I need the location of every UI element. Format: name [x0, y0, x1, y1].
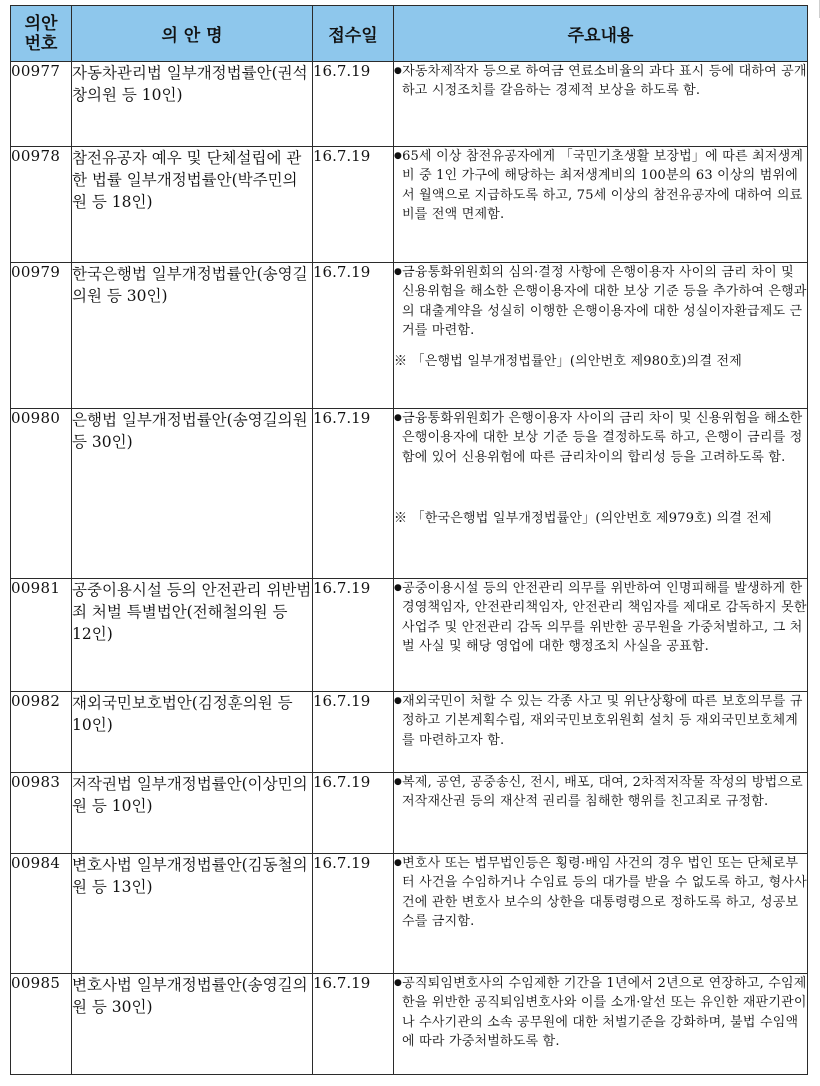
bill-name: 공중이용시설 등의 안전관리 위반범죄 처벌 특별법안(전해철의원 등 12인): [72, 579, 313, 692]
bill-summary: [394, 974, 808, 1075]
header-bill-number-line2: 번호: [24, 33, 58, 54]
header-content: 주요내용: [394, 6, 808, 62]
summary-text: 공중이용시설 등의 안전관리 의무를 위반하여 인명피해를 발생하게 한 경영책임자, 안전관리책임자, 안전관리 책임자를 제대로 감독하지 못한 사업주 및 안전관리 감독 의무를 위반한 공무원을 가중처벌하고, 그 처벌 사실 및 해당 영업에 대한 행정조치 사실을 공표함.: [402, 581, 807, 654]
bill-name: 저작권법 일부개정법률안(이상민의원 등 10인): [72, 773, 313, 854]
bullet-icon: ●: [394, 978, 403, 988]
summary-paragraph: [394, 579, 807, 656]
bill-name: 은행법 일부개정법률안(송영길의원 등 30인): [72, 409, 313, 579]
bill-number: 00982: [11, 692, 72, 773]
header-date: 접수일: [313, 6, 394, 62]
bill-summary: [394, 854, 808, 974]
bullet-icon: ●: [394, 696, 403, 706]
summary-note: ※ 「은행법 일부개정법률안」(의안번호 제980호)의결 전제: [394, 354, 743, 370]
summary-text: 자동차제작자 등으로 하여금 연료소비율의 과다 표시 등에 대하여 공개하고 시정조치를 갈음하는 경제적 보상을 하도록 함.: [402, 64, 807, 99]
bullet-icon: ●: [394, 777, 403, 787]
bullet-icon: ●: [394, 267, 403, 277]
received-date: 16.7.19: [313, 62, 394, 147]
bill-name: 변호사법 일부개정법률안(김동철의원 등 13인): [72, 854, 313, 974]
summary-text: 금융통화위원회의 심의·결정 사항에 은행이용자 사이의 금리 차이 및 신용위험을 해소한 은행이용자에 대한 보상 기준 등을 추가하여 은행과의 대출계약을 성실히 이행한 은행이용자에 대한 성실이자환급제도 근거를 마련함.: [402, 265, 807, 338]
bill-summary: [394, 579, 808, 692]
summary-paragraph: [394, 692, 807, 750]
summary-paragraph: [394, 773, 807, 812]
summary-paragraph: [394, 62, 807, 101]
bill-summary: [394, 773, 808, 854]
summary-note: ※ 「한국은행법 일부개정법률안」(의안번호 제979호) 의결 전제: [394, 510, 772, 526]
table-row: [11, 62, 808, 147]
summary-text: 변호사 또는 법무법인등은 횡령·배임 사건의 경우 법인 또는 단체로부터 사건을 수임하거나 수임료 등의 대가를 받을 수 없도록 하고, 형사사건에 관한 변호사 보수의 상한을 대통령령으로 정하도록 하고, 성공보수를 금지함.: [402, 856, 807, 929]
bill-name: 한국은행법 일부개정법률안(송영길의원 등 30인): [72, 263, 313, 409]
table-row: [11, 263, 808, 409]
summary-text: 재외국민이 처할 수 있는 각종 사고 및 위난상황에 따른 보호의무를 규정하고 기본계획수립, 재외국민보호위원회 설치 등 재외국민보호체계를 마련하고자 함.: [402, 694, 803, 748]
received-date: 16.7.19: [313, 974, 394, 1075]
bill-table: [10, 5, 808, 1075]
bill-summary: [394, 692, 808, 773]
table-row: [11, 579, 808, 692]
bullet-icon: ●: [394, 583, 403, 593]
header-bill-name: 의 안 명: [72, 6, 313, 62]
table-row: [11, 147, 808, 263]
received-date: 16.7.19: [313, 147, 394, 263]
bill-number: 00978: [11, 147, 72, 263]
bill-number: 00981: [11, 579, 72, 692]
summary-paragraph: [394, 147, 807, 224]
bill-number: 00979: [11, 263, 72, 409]
table-body: [11, 62, 808, 1075]
summary-paragraph: [394, 263, 807, 340]
summary-text: 공직퇴임변호사의 수임제한 기간을 1년에서 2년으로 연장하고, 수임제한을 위반한 공직퇴임변호사와 이를 소개·알선 또는 유인한 재판기관이나 수사기관의 소속 공무원에 대한 처벌기준을 강화하며, 불법 수임액에 따라 가중처벌하도록 함.: [402, 976, 807, 1049]
received-date: 16.7.19: [313, 854, 394, 974]
summary-text: 금융통화위원회가 은행이용자 사이의 금리 차이 및 신용위험을 해소한 은행이용자에 대한 보상 기준 등을 결정하도록 하고, 은행이 금리를 정함에 있어 신용위험에 따른 금리차이의 합리성 등을 고려하도록 함.: [402, 411, 803, 465]
table-header-row: [11, 6, 808, 62]
received-date: 16.7.19: [313, 409, 394, 579]
table-row: [11, 854, 808, 974]
bullet-icon: ●: [394, 151, 403, 161]
header-bill-number: [11, 6, 72, 62]
received-date: 16.7.19: [313, 579, 394, 692]
bullet-icon: ●: [394, 858, 403, 868]
table-row: [11, 692, 808, 773]
bill-number: 00983: [11, 773, 72, 854]
bill-number: 00980: [11, 409, 72, 579]
received-date: 16.7.19: [313, 773, 394, 854]
bill-number: 00984: [11, 854, 72, 974]
bullet-icon: ●: [394, 66, 403, 76]
bill-summary: [394, 409, 808, 579]
bill-name: 자동차관리법 일부개정법률안(권석창의원 등 10인): [72, 62, 313, 147]
bill-summary: [394, 147, 808, 263]
bill-number: 00985: [11, 974, 72, 1075]
bill-name: 변호사법 일부개정법률안(송영길의원 등 30인): [72, 974, 313, 1075]
received-date: 16.7.19: [313, 692, 394, 773]
summary-paragraph: [394, 409, 807, 467]
header-bill-number-line1: 의안: [24, 13, 58, 34]
summary-paragraph: [394, 854, 807, 931]
bill-summary: [394, 62, 808, 147]
table-row: [11, 974, 808, 1075]
bill-name: 재외국민보호법안(김정훈의원 등 10인): [72, 692, 313, 773]
table-row: [11, 773, 808, 854]
summary-paragraph: [394, 974, 807, 1051]
summary-text: 65세 이상 참전유공자에게 「국민기초생활 보장법」에 따른 최저생계비 중 1인 가구에 해당하는 최저생계비의 100분의 63 이상의 범위에서 월액으로 지급하도록 하고, 75세 이상의 참전유공자에 대하여 의료비를 전액 면제함.: [402, 149, 804, 222]
bill-name: 참전유공자 예우 및 단체설립에 관한 법률 일부개정법률안(박주민의원 등 18인): [72, 147, 313, 263]
received-date: 16.7.19: [313, 263, 394, 409]
bill-number: 00977: [11, 62, 72, 147]
summary-text: 복제, 공연, 공중송신, 전시, 배포, 대여, 2차적저작물 작성의 방법으로 저작재산권 등의 재산적 권리를 침해한 행위를 친고죄로 규정함.: [402, 775, 803, 810]
bullet-icon: ●: [394, 413, 403, 423]
bill-summary: [394, 263, 808, 409]
table-row: [11, 409, 808, 579]
